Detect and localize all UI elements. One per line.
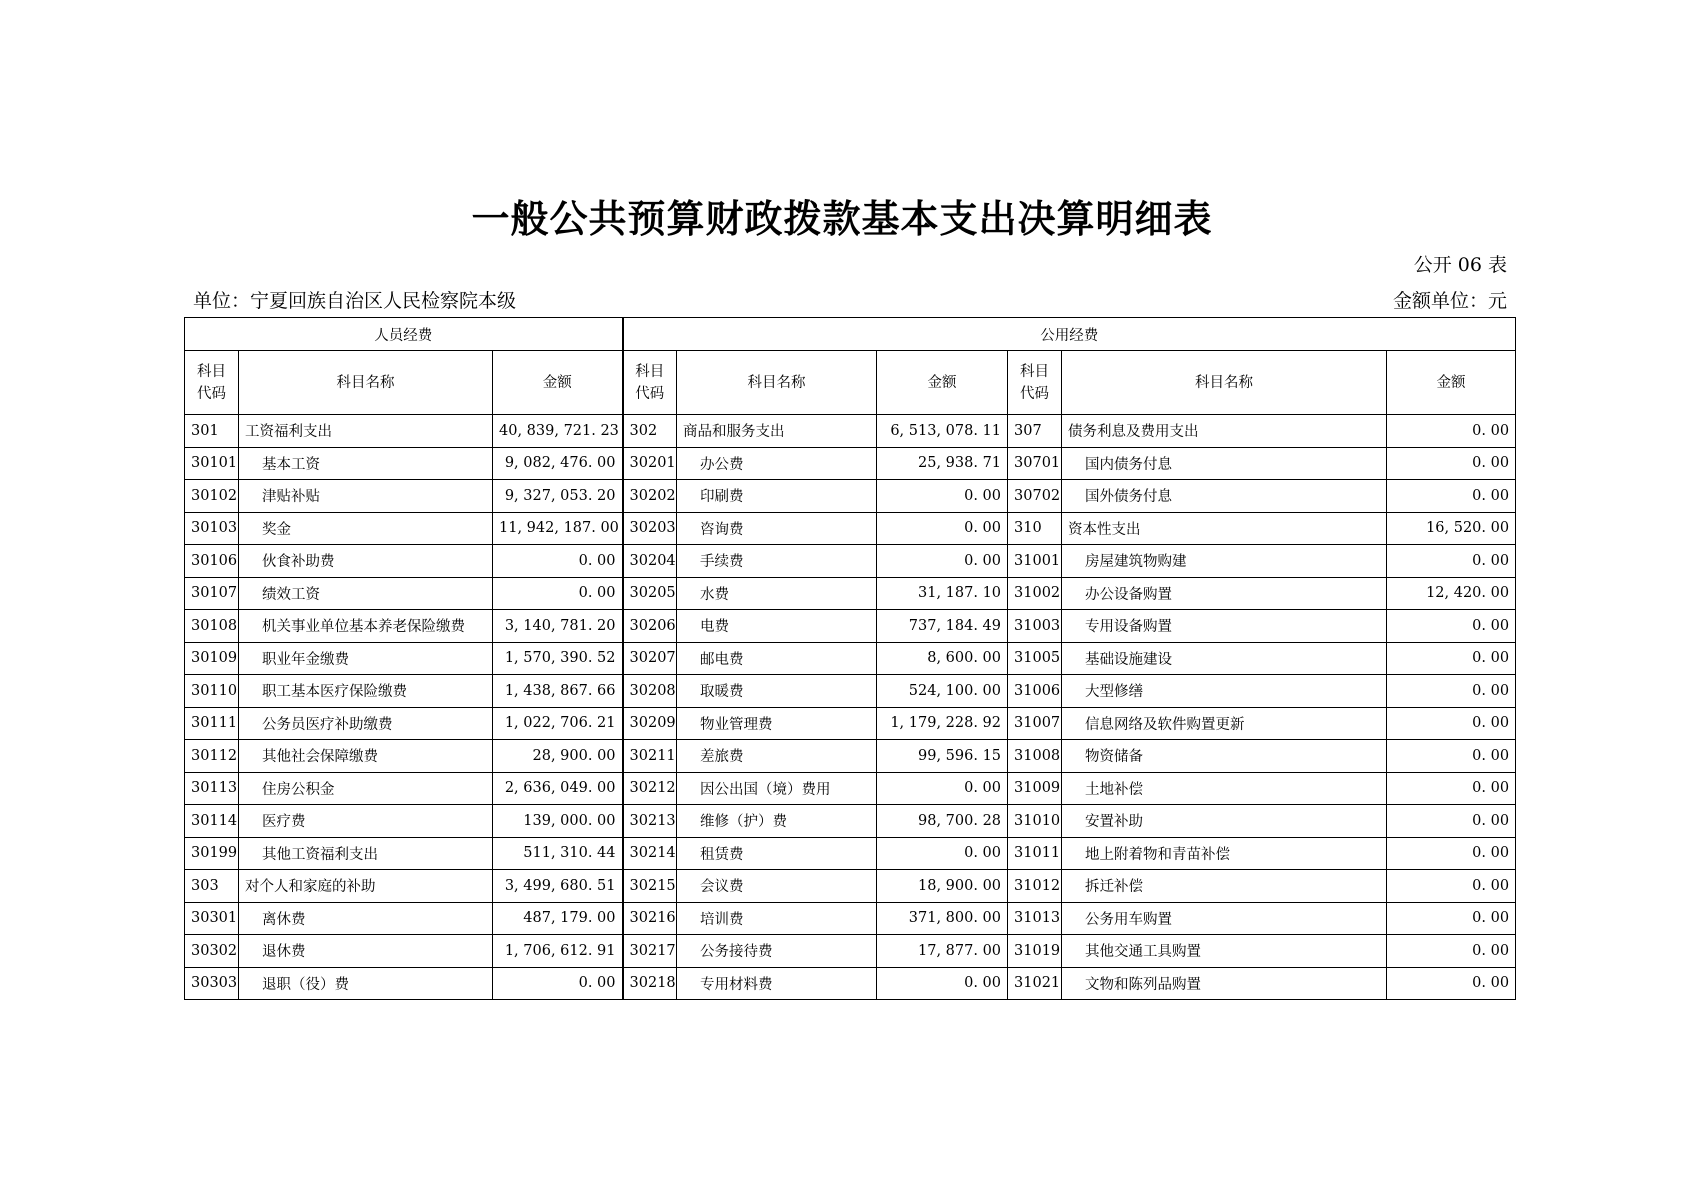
cell-code: 30109 [185, 642, 239, 675]
cell-code: 31012 [1008, 870, 1062, 903]
cell-code: 301 [185, 415, 239, 448]
cell-code: 30101 [185, 447, 239, 480]
col-header-name: 科目名称 [239, 351, 493, 415]
cell-name: 退休费 [239, 935, 493, 968]
cell-code: 31005 [1008, 642, 1062, 675]
page-title: 一般公共预算财政拨款基本支出决算明细表 [471, 197, 1213, 241]
cell-amount: 0. 00 [1387, 642, 1516, 675]
cell-amount: 0. 00 [493, 967, 623, 1000]
cell-amount: 0. 00 [493, 545, 623, 578]
cell-amount: 0. 00 [1387, 740, 1516, 773]
group-header-personnel: 人员经费 [185, 318, 623, 351]
cell-name: 因公出国（境）费用 [677, 772, 877, 805]
cell-amount: 40, 839, 721. 23 [493, 415, 623, 448]
cell-code: 30103 [185, 512, 239, 545]
cell-amount: 2, 636, 049. 00 [493, 772, 623, 805]
cell-amount: 0. 00 [1387, 805, 1516, 838]
table-row [185, 480, 1516, 513]
cell-name: 租赁费 [677, 837, 877, 870]
cell-name: 国内债务付息 [1062, 447, 1387, 480]
table-row [185, 610, 1516, 643]
cell-amount: 1, 438, 867. 66 [493, 675, 623, 708]
cell-amount: 487, 179. 00 [493, 902, 623, 935]
cell-name: 土地补偿 [1062, 772, 1387, 805]
cell-code: 303 [185, 870, 239, 903]
table-row [185, 707, 1516, 740]
cell-name: 公务用车购置 [1062, 902, 1387, 935]
cell-amount: 371, 800. 00 [877, 902, 1008, 935]
table-row [185, 577, 1516, 610]
cell-code: 30112 [185, 740, 239, 773]
cell-name: 安置补助 [1062, 805, 1387, 838]
cell-amount: 6, 513, 078. 11 [877, 415, 1008, 448]
cell-code: 30199 [185, 837, 239, 870]
cell-code: 31011 [1008, 837, 1062, 870]
cell-code: 31002 [1008, 577, 1062, 610]
cell-amount: 0. 00 [877, 837, 1008, 870]
cell-code: 30114 [185, 805, 239, 838]
cell-amount: 3, 499, 680. 51 [493, 870, 623, 903]
cell-amount: 0. 00 [877, 545, 1008, 578]
cell-code: 31013 [1008, 902, 1062, 935]
table-row [185, 837, 1516, 870]
cell-code: 30107 [185, 577, 239, 610]
cell-name: 基础设施建设 [1062, 642, 1387, 675]
cell-name: 差旅费 [677, 740, 877, 773]
cell-amount: 1, 022, 706. 21 [493, 707, 623, 740]
money-unit-label: 金额单位：元 [1392, 290, 1507, 312]
cell-name: 会议费 [677, 870, 877, 903]
cell-code: 30202 [623, 480, 677, 513]
cell-name: 专用设备购置 [1062, 610, 1387, 643]
form-number: 公开 06 表 [1413, 254, 1507, 276]
cell-amount: 139, 000. 00 [493, 805, 623, 838]
cell-name: 专用材料费 [677, 967, 877, 1000]
cell-code: 31021 [1008, 967, 1062, 1000]
cell-amount: 8, 600. 00 [877, 642, 1008, 675]
cell-name: 水费 [677, 577, 877, 610]
cell-amount: 25, 938. 71 [877, 447, 1008, 480]
cell-code: 31001 [1008, 545, 1062, 578]
col-header-name: 科目名称 [677, 351, 877, 415]
cell-code: 30302 [185, 935, 239, 968]
cell-amount: 737, 184. 49 [877, 610, 1008, 643]
col-header-amount: 金额 [1387, 351, 1516, 415]
col-header-code: 科目 代码 [623, 351, 677, 415]
cell-code: 30201 [623, 447, 677, 480]
table-row [185, 545, 1516, 578]
cell-code: 30203 [623, 512, 677, 545]
cell-code: 30213 [623, 805, 677, 838]
cell-code: 30206 [623, 610, 677, 643]
cell-name: 物资储备 [1062, 740, 1387, 773]
cell-amount: 511, 310. 44 [493, 837, 623, 870]
cell-amount: 16, 520. 00 [1387, 512, 1516, 545]
table-row [185, 512, 1516, 545]
cell-code: 30205 [623, 577, 677, 610]
table-row [185, 415, 1516, 448]
cell-name: 培训费 [677, 902, 877, 935]
cell-amount: 1, 570, 390. 52 [493, 642, 623, 675]
cell-amount: 0. 00 [877, 480, 1008, 513]
cell-name: 办公设备购置 [1062, 577, 1387, 610]
cell-amount: 28, 900. 00 [493, 740, 623, 773]
cell-name: 维修（护）费 [677, 805, 877, 838]
cell-code: 30113 [185, 772, 239, 805]
table-row [185, 675, 1516, 708]
cell-name: 手续费 [677, 545, 877, 578]
cell-code: 30216 [623, 902, 677, 935]
table-row [185, 740, 1516, 773]
cell-name: 公务接待费 [677, 935, 877, 968]
cell-name: 绩效工资 [239, 577, 493, 610]
cell-code: 31007 [1008, 707, 1062, 740]
cell-amount: 9, 082, 476. 00 [493, 447, 623, 480]
cell-code: 30301 [185, 902, 239, 935]
cell-amount: 0. 00 [1387, 480, 1516, 513]
cell-amount: 0. 00 [1387, 675, 1516, 708]
col-header-amount: 金额 [493, 351, 623, 415]
cell-code: 30110 [185, 675, 239, 708]
col-header-code: 科目 代码 [185, 351, 239, 415]
cell-name: 奖金 [239, 512, 493, 545]
expenditure-detail-table [184, 317, 1516, 1000]
cell-name: 地上附着物和青苗补偿 [1062, 837, 1387, 870]
table-row [185, 870, 1516, 903]
cell-code: 31019 [1008, 935, 1062, 968]
cell-amount: 31, 187. 10 [877, 577, 1008, 610]
cell-code: 30215 [623, 870, 677, 903]
cell-amount: 0. 00 [1387, 902, 1516, 935]
cell-code: 30217 [623, 935, 677, 968]
cell-name: 医疗费 [239, 805, 493, 838]
cell-amount: 1, 179, 228. 92 [877, 707, 1008, 740]
cell-code: 30218 [623, 967, 677, 1000]
cell-name: 津贴补贴 [239, 480, 493, 513]
cell-name: 职工基本医疗保险缴费 [239, 675, 493, 708]
cell-code: 30702 [1008, 480, 1062, 513]
col-header-code: 科目 代码 [1008, 351, 1062, 415]
cell-name: 其他工资福利支出 [239, 837, 493, 870]
cell-amount: 0. 00 [1387, 447, 1516, 480]
cell-code: 30212 [623, 772, 677, 805]
table-row [185, 642, 1516, 675]
cell-name: 债务利息及费用支出 [1062, 415, 1387, 448]
cell-name: 机关事业单位基本养老保险缴费 [239, 610, 493, 643]
unit-label: 单位：宁夏回族自治区人民检察院本级 [193, 290, 517, 312]
table-row [185, 772, 1516, 805]
cell-code: 31008 [1008, 740, 1062, 773]
cell-name: 拆迁补偿 [1062, 870, 1387, 903]
cell-name: 对个人和家庭的补助 [239, 870, 493, 903]
cell-code: 31009 [1008, 772, 1062, 805]
cell-name: 取暖费 [677, 675, 877, 708]
table-row [185, 902, 1516, 935]
cell-amount: 18, 900. 00 [877, 870, 1008, 903]
cell-name: 其他交通工具购置 [1062, 935, 1387, 968]
cell-amount: 0. 00 [877, 772, 1008, 805]
cell-amount: 0. 00 [1387, 935, 1516, 968]
cell-amount: 0. 00 [1387, 707, 1516, 740]
cell-name: 住房公积金 [239, 772, 493, 805]
cell-name: 资本性支出 [1062, 512, 1387, 545]
cell-code: 307 [1008, 415, 1062, 448]
cell-name: 咨询费 [677, 512, 877, 545]
cell-amount: 12, 420. 00 [1387, 577, 1516, 610]
cell-amount: 524, 100. 00 [877, 675, 1008, 708]
cell-amount: 0. 00 [1387, 415, 1516, 448]
cell-name: 大型修缮 [1062, 675, 1387, 708]
cell-amount: 0. 00 [493, 577, 623, 610]
group-header-public: 公用经费 [623, 318, 1516, 351]
cell-code: 30111 [185, 707, 239, 740]
cell-amount: 0. 00 [1387, 772, 1516, 805]
cell-code: 31003 [1008, 610, 1062, 643]
cell-code: 31006 [1008, 675, 1062, 708]
cell-name: 伙食补助费 [239, 545, 493, 578]
cell-amount: 0. 00 [1387, 610, 1516, 643]
cell-name: 其他社会保障缴费 [239, 740, 493, 773]
cell-code: 31010 [1008, 805, 1062, 838]
cell-amount: 0. 00 [1387, 967, 1516, 1000]
table-row [185, 967, 1516, 1000]
cell-name: 基本工资 [239, 447, 493, 480]
cell-amount: 11, 942, 187. 00 [493, 512, 623, 545]
cell-code: 30701 [1008, 447, 1062, 480]
table-row [185, 805, 1516, 838]
cell-amount: 0. 00 [877, 967, 1008, 1000]
cell-code: 302 [623, 415, 677, 448]
cell-code: 30211 [623, 740, 677, 773]
col-header-name: 科目名称 [1062, 351, 1387, 415]
cell-code: 30108 [185, 610, 239, 643]
cell-code: 310 [1008, 512, 1062, 545]
cell-name: 物业管理费 [677, 707, 877, 740]
table-row [185, 935, 1516, 968]
cell-code: 30209 [623, 707, 677, 740]
cell-amount: 3, 140, 781. 20 [493, 610, 623, 643]
cell-name: 房屋建筑物购建 [1062, 545, 1387, 578]
cell-code: 30214 [623, 837, 677, 870]
cell-name: 工资福利支出 [239, 415, 493, 448]
cell-name: 公务员医疗补助缴费 [239, 707, 493, 740]
cell-amount: 98, 700. 28 [877, 805, 1008, 838]
cell-amount: 0. 00 [1387, 545, 1516, 578]
cell-amount: 0. 00 [877, 512, 1008, 545]
cell-name: 印刷费 [677, 480, 877, 513]
cell-name: 商品和服务支出 [677, 415, 877, 448]
cell-name: 文物和陈列品购置 [1062, 967, 1387, 1000]
cell-amount: 9, 327, 053. 20 [493, 480, 623, 513]
cell-name: 电费 [677, 610, 877, 643]
cell-code: 30204 [623, 545, 677, 578]
cell-name: 国外债务付息 [1062, 480, 1387, 513]
table-row [185, 447, 1516, 480]
cell-name: 离休费 [239, 902, 493, 935]
cell-name: 办公费 [677, 447, 877, 480]
cell-code: 30303 [185, 967, 239, 1000]
cell-amount: 17, 877. 00 [877, 935, 1008, 968]
cell-code: 30208 [623, 675, 677, 708]
cell-name: 信息网络及软件购置更新 [1062, 707, 1387, 740]
cell-code: 30207 [623, 642, 677, 675]
cell-name: 邮电费 [677, 642, 877, 675]
cell-amount: 0. 00 [1387, 837, 1516, 870]
cell-name: 职业年金缴费 [239, 642, 493, 675]
cell-amount: 1, 706, 612. 91 [493, 935, 623, 968]
col-header-amount: 金额 [877, 351, 1008, 415]
cell-name: 退职（役）费 [239, 967, 493, 1000]
cell-amount: 99, 596. 15 [877, 740, 1008, 773]
cell-code: 30102 [185, 480, 239, 513]
cell-amount: 0. 00 [1387, 870, 1516, 903]
cell-code: 30106 [185, 545, 239, 578]
